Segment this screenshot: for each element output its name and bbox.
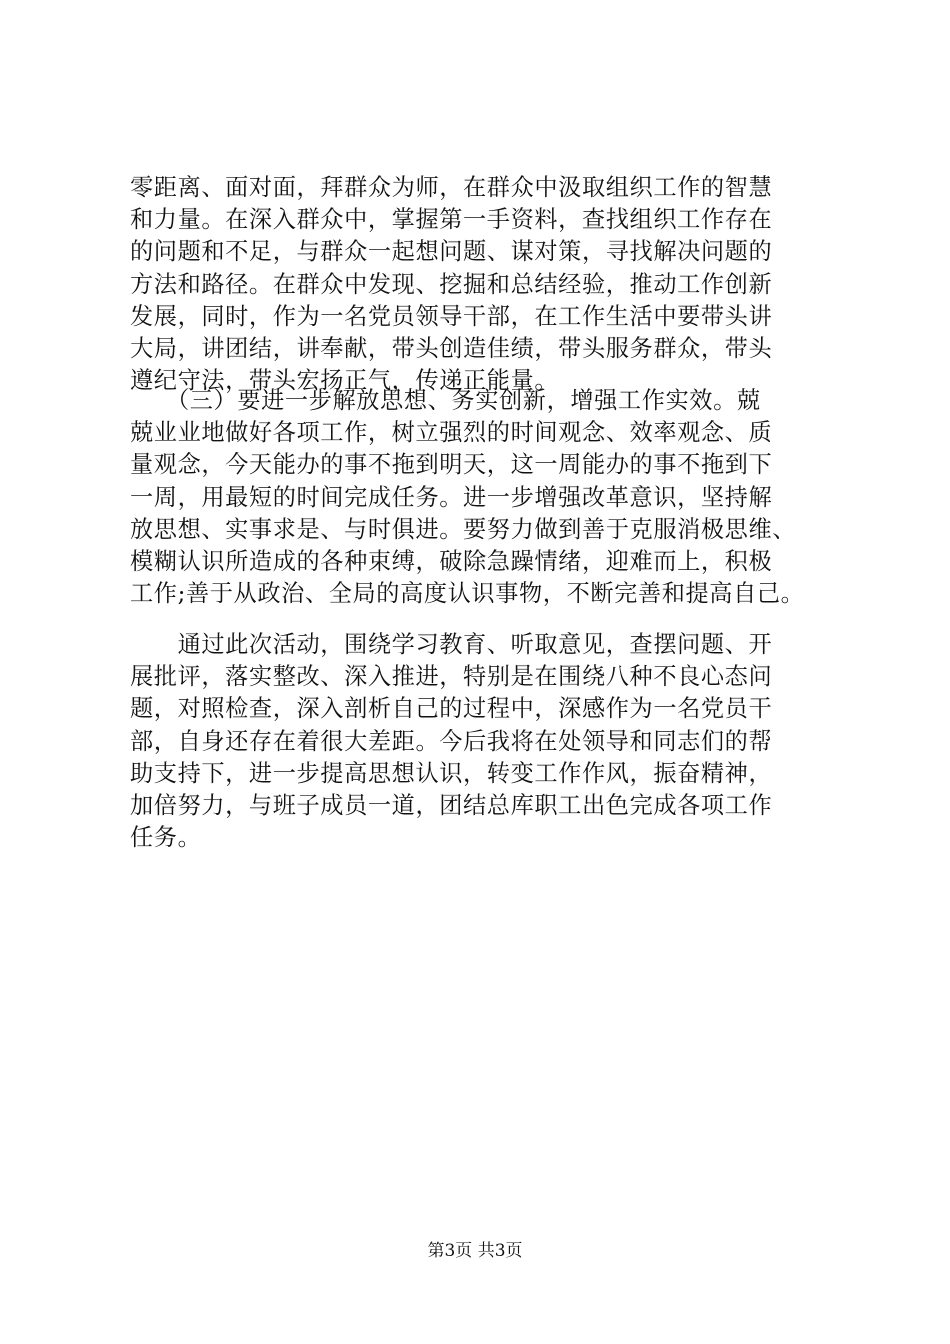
text-line: 通过此次活动，围绕学习教育、听取意见，查摆问题、开 <box>130 631 773 658</box>
text-line: 部，自身还存在着很大差距。今后我将在处领导和同志们的帮 <box>130 727 773 755</box>
paragraph-conclusion <box>130 629 845 854</box>
text-line: 任务。 <box>130 824 202 852</box>
text-line: （三）要进一步解放思想、务实创新，增强工作实效。兢 <box>130 387 761 414</box>
text-line: 和力量。在深入群众中，掌握第一手资料，查找组织工作存在 <box>130 206 773 234</box>
text-line: 展批评，落实整改、深入推进，特别是在围绕八种不良心态问 <box>130 663 773 691</box>
text-line: 助支持下，进一步提高思想认识，转变工作作风，振奋精神， <box>130 759 773 787</box>
text-line: 遵纪守法，带头宏扬正气，传递正能量。 <box>130 367 559 395</box>
text-line: 题，对照检查，深入剖析自己的过程中，深感作为一名党员干 <box>130 695 773 723</box>
text-line: 一周，用最短的时间完成任务。进一步增强改革意识，坚持解 <box>130 483 773 511</box>
text-line: 工作;善于从政治、全局的高度认识事物，不断完善和提高自己。 <box>130 580 805 608</box>
text-line: 放思想、实事求是、与时俱进。要努力做到善于克服消极思维、 <box>130 515 797 543</box>
text-line: 零距离、面对面，拜群众为师，在群众中汲取组织工作的智慧 <box>130 174 773 201</box>
paragraph-section-three <box>130 385 845 610</box>
text-line: 方法和路径。在群众中发现、挖掘和总结经验，推动工作创新 <box>130 270 773 298</box>
text-line: 模糊认识所造成的各种束缚，破除急躁情绪，迎难而上，积极 <box>130 547 773 575</box>
text-line: 的问题和不足，与群众一起想问题、谋对策，寻找解决问题的 <box>130 238 773 266</box>
text-line: 兢业业地做好各项工作，树立强烈的时间观念、效率观念、质 <box>130 419 773 447</box>
paragraph-continuation <box>130 172 845 397</box>
text-line: 发展，同时，作为一名党员领导干部，在工作生活中要带头讲 <box>130 302 773 330</box>
page-number-footer: 第3页 共3页 <box>427 1241 523 1261</box>
text-line: 量观念，今天能办的事不拖到明天，这一周能办的事不拖到下 <box>130 451 773 479</box>
text-line: 大局，讲团结，讲奉献，带头创造佳绩，带头服务群众，带头 <box>130 334 773 362</box>
text-line: 加倍努力，与班子成员一道，团结总库职工出色完成各项工作 <box>130 791 773 819</box>
